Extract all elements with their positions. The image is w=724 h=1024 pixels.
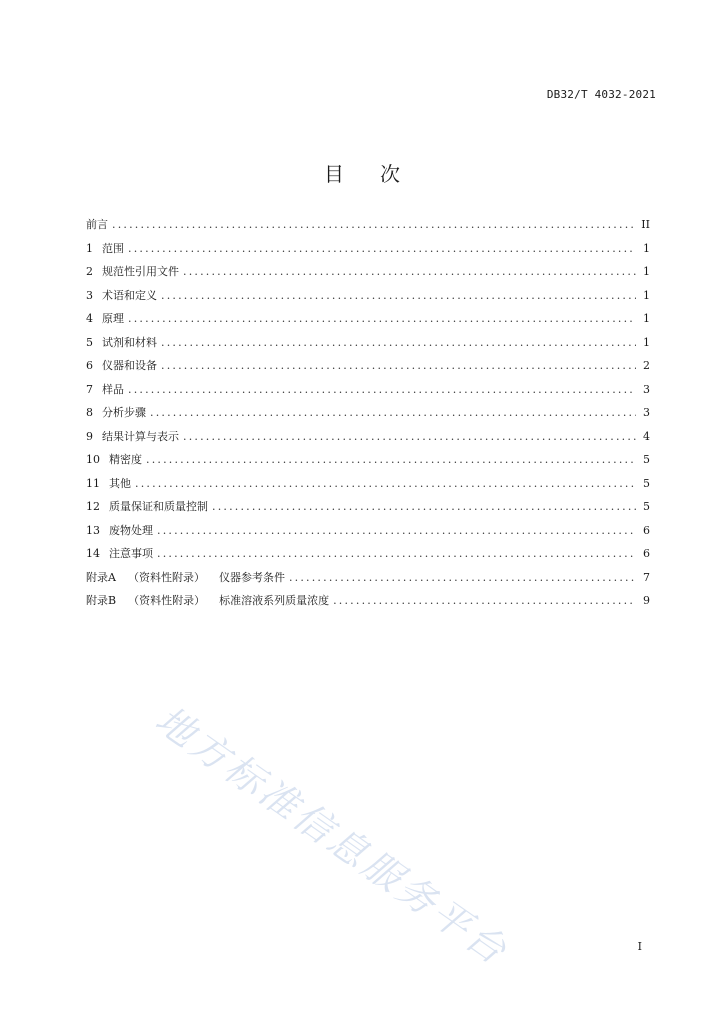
toc-entry-number: 12: [86, 500, 100, 513]
toc-leader-dots: [112, 218, 636, 231]
toc-leader-dots: [128, 242, 636, 255]
toc-entry-appendix-a[interactable]: [86, 569, 650, 593]
title-char-1: 目: [324, 162, 344, 186]
toc-entry-number: 3: [86, 288, 93, 302]
toc-entry-6[interactable]: [86, 357, 650, 381]
title-char-2: 次: [380, 162, 400, 186]
toc-entry-page: 1: [643, 335, 650, 349]
toc-entry-number: 4: [86, 312, 93, 325]
toc-entry-page: 6: [643, 523, 650, 537]
toc-entry-page: 5: [643, 453, 650, 466]
toc-entry-3[interactable]: [86, 287, 650, 311]
toc-entry-9[interactable]: [86, 428, 650, 452]
toc-entry-page: 3: [643, 382, 650, 396]
toc-leader-dots: [157, 524, 636, 537]
toc-entry-page: 5: [643, 500, 650, 513]
appendix-tag: （资料性附录）: [128, 594, 206, 607]
toc-leader-dots: [183, 265, 636, 278]
toc-entry-12[interactable]: [86, 498, 650, 522]
toc-entry-2[interactable]: [86, 263, 650, 287]
toc-entry-page: 2: [643, 359, 650, 372]
toc-entry-number: 1: [86, 241, 93, 255]
toc-entry-page: 5: [643, 476, 650, 490]
toc-entry-label: 9 结果计算与表示: [86, 429, 179, 443]
toc-entry-13[interactable]: [86, 522, 650, 546]
toc-leader-dots: [128, 312, 636, 325]
toc-entry-page: II: [641, 218, 650, 231]
toc-leader-dots: [333, 594, 636, 607]
page-number: I: [637, 940, 642, 953]
toc-entry-label: 1 范围: [86, 241, 124, 255]
toc-entry-label: 11 其他: [86, 476, 131, 490]
appendix-tag: （资料性附录）: [127, 570, 205, 584]
toc-leader-dots: [135, 477, 636, 490]
toc-entry-7[interactable]: [86, 381, 650, 405]
toc-entry-label: 5 试剂和材料: [86, 335, 157, 349]
toc-entry-number: 11: [86, 476, 100, 490]
table-of-contents: [86, 216, 650, 616]
toc-entry-number: 2: [86, 265, 93, 278]
toc-leader-dots: [161, 336, 636, 349]
toc-entry-number: 9: [86, 429, 93, 443]
toc-entry-page: 7: [643, 570, 650, 584]
toc-entry-label: 2 规范性引用文件: [86, 265, 179, 278]
toc-leader-dots: [161, 359, 636, 372]
toc-leader-dots: [212, 500, 636, 513]
document-code: DB32/T 4032-2021: [546, 88, 656, 101]
watermark: 地方标准信息服务平台: [147, 697, 517, 975]
toc-entry-number: 6: [86, 359, 93, 372]
toc-entry-foreword[interactable]: [86, 216, 650, 240]
toc-entry-label: 8 分析步骤: [86, 406, 146, 419]
toc-entry-number: 14: [86, 547, 100, 560]
toc-entry-label: 7 样品: [86, 382, 124, 396]
toc-entry-number: 10: [86, 453, 100, 466]
toc-entry-10[interactable]: [86, 451, 650, 475]
toc-entry-label: 6 仪器和设备: [86, 359, 157, 372]
toc-leader-dots: [157, 547, 636, 560]
toc-entry-page: 1: [643, 241, 650, 255]
toc-entry-page: 1: [643, 265, 650, 278]
toc-leader-dots: [161, 289, 636, 302]
toc-entry-label: 14 注意事项: [86, 547, 153, 560]
toc-entry-14[interactable]: [86, 545, 650, 569]
toc-entry-1[interactable]: [86, 240, 650, 264]
toc-leader-dots: [128, 383, 636, 396]
toc-entry-label: 附录B （资料性附录） 标准溶液系列质量浓度: [86, 594, 330, 607]
toc-entry-number: 13: [86, 523, 100, 537]
toc-entry-page: 3: [643, 406, 650, 419]
toc-entry-label: 12 质量保证和质量控制: [86, 500, 208, 513]
toc-entry-number: 7: [86, 382, 93, 396]
toc-entry-page: 1: [643, 288, 650, 302]
appendix-prefix: 附录A: [86, 570, 116, 584]
toc-entry-4[interactable]: [86, 310, 650, 334]
toc-entry-label: 前言: [86, 218, 108, 231]
toc-entry-label: 附录A （资料性附录） 仪器参考条件: [86, 570, 285, 584]
toc-entry-label: 3 术语和定义: [86, 288, 157, 302]
toc-entry-label: 10 精密度: [86, 453, 142, 466]
toc-leader-dots: [183, 430, 636, 443]
toc-entry-number: 5: [86, 335, 93, 349]
toc-entry-page: 1: [643, 312, 650, 325]
toc-entry-label: 4 原理: [86, 312, 124, 325]
toc-entry-11[interactable]: [86, 475, 650, 499]
toc-leader-dots: [146, 453, 636, 466]
appendix-prefix: 附录B: [86, 594, 117, 607]
toc-entry-page: 9: [643, 594, 650, 607]
toc-leader-dots: [150, 406, 636, 419]
toc-entry-number: 8: [86, 406, 93, 419]
toc-leader-dots: [289, 571, 636, 584]
toc-entry-page: 6: [643, 547, 650, 560]
toc-entry-8[interactable]: [86, 404, 650, 428]
page-title: [0, 158, 724, 187]
toc-entry-5[interactable]: [86, 334, 650, 358]
toc-entry-page: 4: [643, 429, 650, 443]
toc-entry-label: 13 废物处理: [86, 523, 153, 537]
toc-entry-appendix-b[interactable]: [86, 592, 650, 616]
